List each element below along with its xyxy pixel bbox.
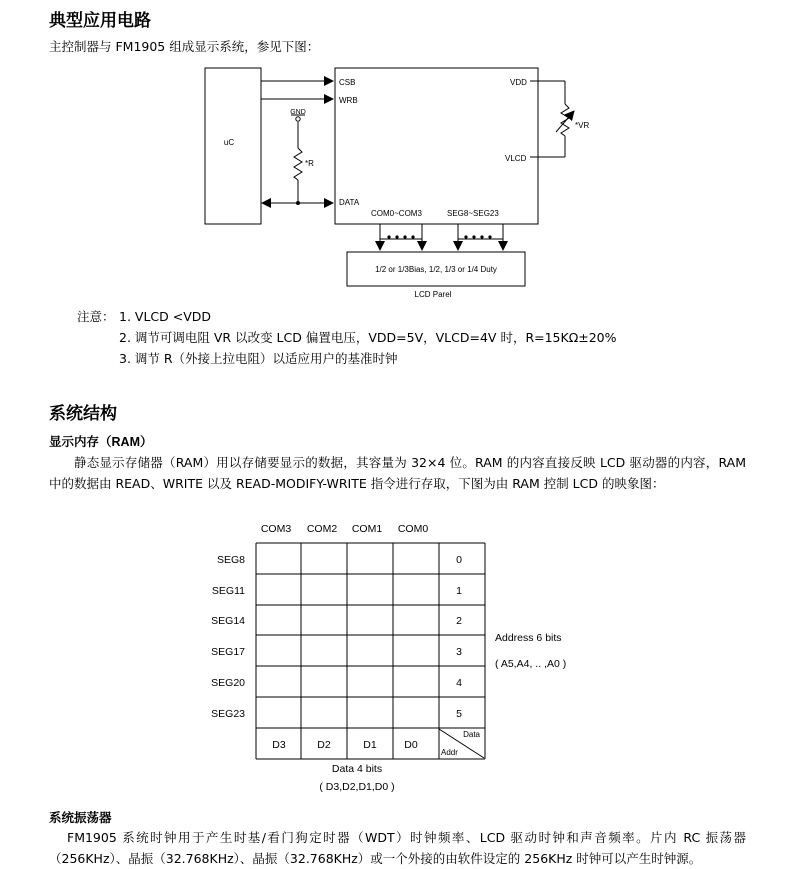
address-range-label: ( A5,A4, .. ,A0 ) — [495, 658, 567, 670]
row-label-seg11: SEG11 — [211, 585, 245, 597]
csb-label: CSB — [339, 78, 356, 87]
resistor-r — [294, 148, 302, 180]
variable-resistor-vr — [561, 104, 569, 136]
address-bits-label: Address 6 bits — [495, 632, 562, 644]
bit-d0: D0 — [404, 739, 418, 751]
row-label-seg8: SEG8 — [216, 554, 245, 566]
addr-4: 4 — [456, 677, 462, 689]
fm1905-block — [335, 68, 538, 224]
note-item-1: 1. VLCD <VDD — [119, 309, 212, 324]
gnd-terminal — [296, 117, 300, 121]
bit-d3: D3 — [272, 739, 286, 751]
section-title-system-structure: 系统结构 — [49, 404, 117, 424]
col-header-com0: COM0 — [397, 523, 429, 535]
bit-d2: D2 — [317, 739, 331, 751]
vdd-label: VDD — [510, 78, 527, 87]
addr-2: 2 — [456, 615, 462, 627]
uc-label: uC — [223, 138, 235, 147]
addr-3: 3 — [456, 646, 462, 658]
row-label-seg14: SEG14 — [211, 615, 245, 627]
bias-duty-label: 1/2 or 1/3Bias, 1/2, 1/3 or 1/4 Duty — [375, 265, 497, 274]
ram-map-diagram — [0, 515, 793, 795]
circuit-intro-text: 主控制器与 FM1905 组成显示系统，参见下图： — [49, 39, 320, 54]
wrb-label: WRB — [339, 96, 358, 105]
row-label-seg20: SEG20 — [211, 677, 245, 689]
ram-paragraph: 静态显示存储器（RAM）用以存储要显示的数据，其容量为 32×4 位。RAM 的内容直接反映 LCD 驱动器的内容，RAM 中的数据由 READ、WRITE 以及 READ-MODIFY-WRITE 指令进行存取，下图为由 RAM 控制 LCD 的映象图： — [49, 455, 746, 491]
data-arrow-left — [261, 198, 271, 208]
addr-0: 0 — [456, 554, 462, 566]
oscillator-paragraph: FM1905 系统时钟用于产生时基/看门狗定时器（WDT）时钟频率、LCD 驱动时钟和声音频率。片内 RC 振荡器（256KHz）、晶振（32.768KHz）、晶振（32.768KHz）或一个外接的由软件设定的 256KHz 时钟可以产生时钟源。 — [49, 830, 746, 866]
com-label: COM0~COM3 — [371, 209, 422, 218]
col-header-com1: COM1 — [351, 523, 383, 535]
vlcd-label: VLCD — [505, 154, 527, 163]
application-circuit-diagram — [0, 60, 793, 305]
corner-addr-label: Addr — [441, 748, 458, 757]
seg-label: SEG8~SEG23 — [447, 209, 499, 218]
row-label-seg17: SEG17 — [211, 646, 245, 658]
data-label: DATA — [339, 198, 360, 207]
addr-1: 1 — [456, 585, 462, 597]
note-item-2: 2. 调节可调电阻 VR 以改变 LCD 偏置电压，VDD=5V，VLCD=4V 时，R=15KΩ±20% — [119, 330, 617, 345]
oscillator-subtitle: 系统振荡器 — [49, 810, 112, 825]
section-title-typical-circuit: 典型应用电路 — [49, 11, 151, 31]
data-range-label: ( D3,D2,D1,D0 ) — [319, 781, 395, 793]
gnd-label: GND — [290, 109, 306, 116]
corner-data-label: Data — [463, 730, 480, 739]
ram-grid — [256, 543, 485, 759]
bit-d1: D1 — [363, 739, 377, 751]
notes-label: 注意： — [77, 309, 115, 324]
data-bits-label: Data 4 bits — [331, 763, 383, 775]
r-label: *R — [305, 159, 314, 168]
addr-5: 5 — [456, 708, 462, 720]
lcd-panel-label: LCD Parel — [414, 290, 452, 299]
col-header-com3: COM3 — [260, 523, 292, 535]
col-header-com2: COM2 — [306, 523, 338, 535]
ram-subtitle: 显示内存（RAM） — [49, 434, 153, 449]
row-label-seg23: SEG23 — [211, 708, 245, 720]
note-item-3: 3. 调节 R（外接上拉电阻）以适应用户的基准时钟 — [119, 351, 398, 366]
vr-label: *VR — [575, 121, 590, 130]
